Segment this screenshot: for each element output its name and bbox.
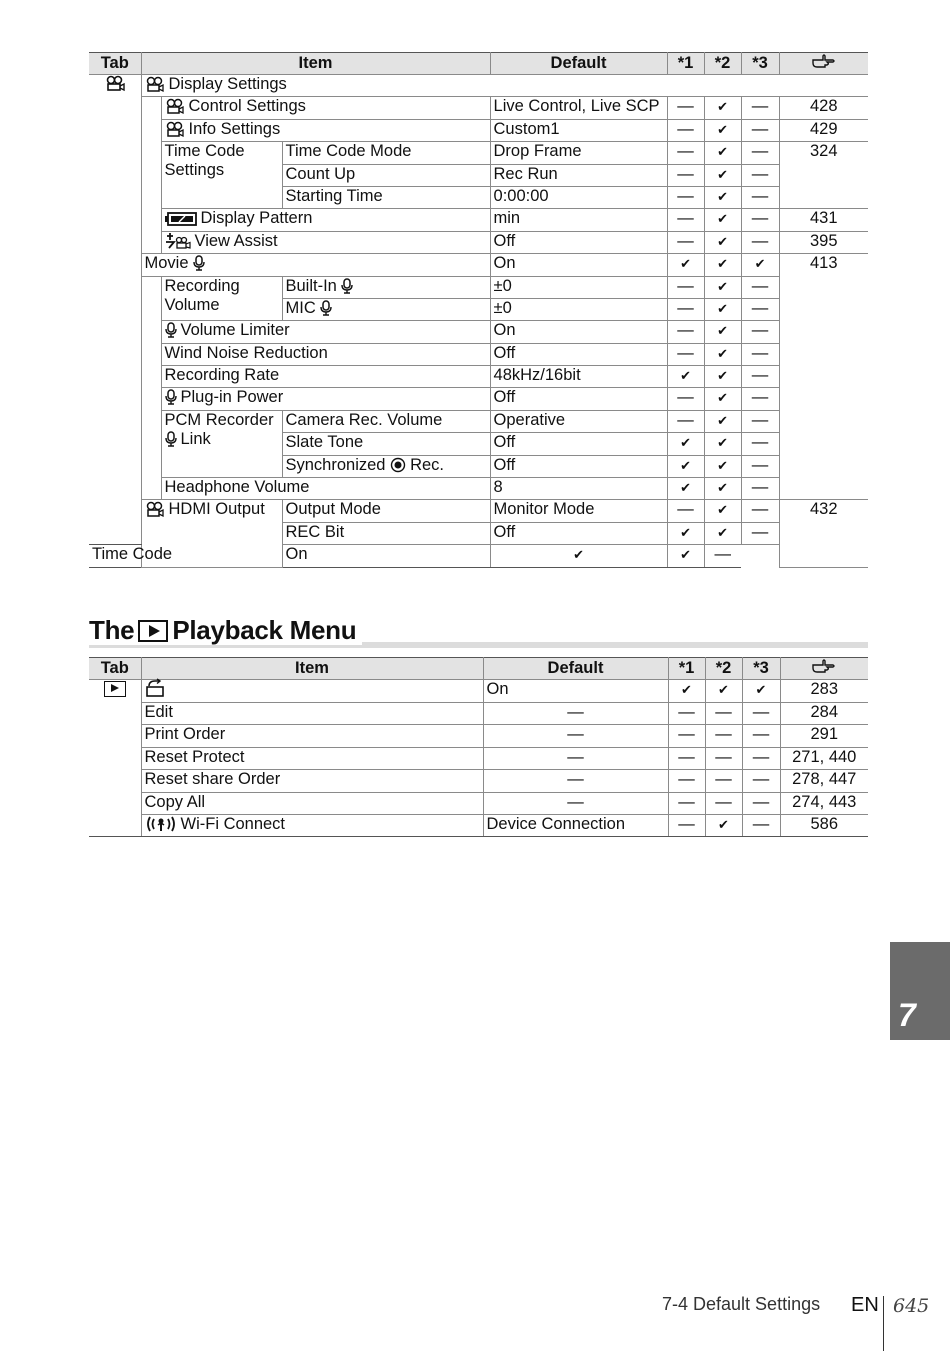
header-default: Default xyxy=(483,658,668,680)
check-icon xyxy=(704,343,741,365)
microphone-icon xyxy=(165,389,177,405)
dash-mark xyxy=(741,433,779,455)
dash-mark xyxy=(668,725,705,747)
dash-mark xyxy=(668,703,705,725)
dash-mark xyxy=(741,500,779,522)
table-row xyxy=(89,500,868,522)
table-row xyxy=(89,343,868,365)
table-row xyxy=(89,747,868,769)
default-value: Off xyxy=(490,231,667,253)
dash-mark xyxy=(742,770,780,792)
microphone-icon xyxy=(193,255,205,271)
hdmi-output-label: HDMI Output xyxy=(141,500,282,567)
dash-mark xyxy=(667,142,704,164)
check-icon xyxy=(667,478,704,500)
page-ref: 291 xyxy=(780,725,868,747)
dash-mark xyxy=(667,276,704,298)
dash-mark xyxy=(667,97,704,119)
page-number: 645 xyxy=(893,1295,930,1317)
dash-mark xyxy=(741,298,779,320)
page-ref: 271, 440 xyxy=(780,747,868,769)
page-ref: 395 xyxy=(779,231,868,253)
dash-mark xyxy=(705,747,742,769)
check-icon xyxy=(704,119,741,141)
list-item: Output Mode xyxy=(282,500,490,522)
footer-section-title: 7-4 Default Settings xyxy=(662,1294,821,1314)
dash-mark xyxy=(667,164,704,186)
dash-mark xyxy=(667,410,704,432)
list-item: Info Settings xyxy=(161,119,490,141)
check-icon xyxy=(668,680,705,703)
check-icon xyxy=(741,254,779,276)
dash-mark xyxy=(668,770,705,792)
check-icon xyxy=(667,366,704,388)
table-row xyxy=(89,142,868,164)
playback-tab-icon xyxy=(89,680,141,837)
default-value: Custom1 xyxy=(490,119,667,141)
check-icon xyxy=(704,388,741,410)
playback-menu-heading xyxy=(89,612,868,648)
page-ref: 278, 447 xyxy=(780,770,868,792)
default-value: Rec Run xyxy=(490,164,667,186)
list-item: Synchronized Rec. xyxy=(282,455,490,477)
check-icon xyxy=(704,209,741,231)
dash-mark xyxy=(667,343,704,365)
movie-icon xyxy=(145,76,165,92)
dash-mark xyxy=(668,814,705,836)
check-icon xyxy=(742,680,780,703)
page-ref: 431 xyxy=(779,209,868,231)
check-icon xyxy=(667,522,704,544)
list-item: Edit xyxy=(141,703,483,725)
dash-mark xyxy=(741,478,779,500)
dash-mark xyxy=(741,343,779,365)
header-row xyxy=(89,658,868,680)
header-star1: *1 xyxy=(668,658,705,680)
dash-mark xyxy=(667,119,704,141)
default-value: Drop Frame xyxy=(490,142,667,164)
default-value: ±0 xyxy=(490,276,667,298)
dash-mark xyxy=(705,770,742,792)
dash-mark xyxy=(667,298,704,320)
table-row xyxy=(89,97,868,119)
page-ref: 283 xyxy=(780,680,868,703)
page-ref: 284 xyxy=(780,703,868,725)
default-value: On xyxy=(282,545,490,567)
movie-icon xyxy=(145,501,165,517)
dash-mark xyxy=(483,770,668,792)
list-item: Volume Limiter xyxy=(161,321,490,343)
header-star2: *2 xyxy=(704,53,741,75)
dash-mark xyxy=(742,703,780,725)
table-row xyxy=(89,814,868,836)
header-star3: *3 xyxy=(741,53,779,75)
table-row xyxy=(89,410,868,432)
header-item: Item xyxy=(141,658,483,680)
default-value: Off xyxy=(490,343,667,365)
dash-mark xyxy=(741,186,779,208)
list-item: REC Bit xyxy=(282,522,490,544)
list-item: Reset Protect xyxy=(141,747,483,769)
header-star2: *2 xyxy=(705,658,742,680)
view-assist-icon xyxy=(165,233,191,249)
page-ref: 413 xyxy=(779,254,868,500)
header-item: Item xyxy=(141,53,490,75)
list-item: Control Settings xyxy=(161,97,490,119)
default-value: Off xyxy=(490,522,667,544)
check-icon xyxy=(705,814,742,836)
list-item: View Assist xyxy=(161,231,490,253)
table-row xyxy=(89,276,868,298)
check-icon xyxy=(704,321,741,343)
playback-icon xyxy=(138,620,168,642)
default-value: On xyxy=(490,254,667,276)
microphone-icon xyxy=(165,322,177,338)
table-row xyxy=(89,725,868,747)
dash-mark xyxy=(741,388,779,410)
check-icon xyxy=(704,186,741,208)
table-row xyxy=(89,478,868,500)
page-reference-hand-icon xyxy=(780,658,868,680)
list-item: Headphone Volume xyxy=(161,478,490,500)
table-row xyxy=(89,209,868,231)
dash-mark xyxy=(668,747,705,769)
pcm-recorder-link-label: PCM Recorder Link xyxy=(161,410,282,477)
dash-mark xyxy=(667,321,704,343)
rotate-icon xyxy=(141,680,483,703)
list-item: Wi-Fi Connect xyxy=(141,814,483,836)
page-ref: 428 xyxy=(779,97,868,119)
list-item: Time Code Mode xyxy=(282,142,490,164)
list-item: Movie xyxy=(141,254,490,276)
microphone-icon xyxy=(320,300,332,316)
dash-mark xyxy=(705,703,742,725)
default-value: ±0 xyxy=(490,298,667,320)
table-row xyxy=(89,703,868,725)
check-icon xyxy=(667,433,704,455)
dash-mark xyxy=(741,164,779,186)
playback-settings-table xyxy=(89,657,868,837)
default-value: min xyxy=(490,209,667,231)
check-icon xyxy=(704,254,741,276)
dash-mark xyxy=(741,455,779,477)
default-value: Operative xyxy=(490,410,667,432)
default-value: Live Control, Live SCP xyxy=(490,97,667,119)
dash-mark xyxy=(741,142,779,164)
dash-mark xyxy=(742,747,780,769)
dash-mark xyxy=(741,276,779,298)
dash-mark xyxy=(483,792,668,814)
dash-mark xyxy=(705,792,742,814)
dash-mark xyxy=(741,231,779,253)
list-item: Wind Noise Reduction xyxy=(161,343,490,365)
table-row xyxy=(89,680,868,703)
check-icon xyxy=(704,478,741,500)
list-item: Starting Time xyxy=(282,186,490,208)
dash-mark xyxy=(741,522,779,544)
dash-mark xyxy=(483,747,668,769)
dash-mark xyxy=(483,725,668,747)
dash-mark xyxy=(668,792,705,814)
default-value: Off xyxy=(490,433,667,455)
page-ref: 274, 443 xyxy=(780,792,868,814)
default-value: 0:00:00 xyxy=(490,186,667,208)
movie-settings-table xyxy=(89,52,868,568)
footer-divider xyxy=(883,1296,884,1351)
dash-mark xyxy=(741,209,779,231)
dash-mark xyxy=(667,209,704,231)
check-icon xyxy=(704,433,741,455)
dash-mark xyxy=(667,388,704,410)
microphone-icon xyxy=(165,431,177,447)
footer-language: EN xyxy=(851,1294,879,1316)
list-item: Display Pattern xyxy=(161,209,490,231)
list-item: Slate Tone xyxy=(282,433,490,455)
table-row xyxy=(89,321,868,343)
check-icon xyxy=(667,455,704,477)
table-row xyxy=(89,388,868,410)
table-row xyxy=(89,231,868,253)
list-item: Camera Rec. Volume xyxy=(282,410,490,432)
dash-mark xyxy=(742,792,780,814)
table-row xyxy=(89,119,868,141)
list-item: Recording Rate xyxy=(161,366,490,388)
check-icon xyxy=(704,410,741,432)
check-icon xyxy=(704,231,741,253)
dash-mark xyxy=(741,97,779,119)
page-ref: 432 xyxy=(779,500,868,567)
list-item: Time Code xyxy=(89,545,141,567)
check-icon xyxy=(705,680,742,703)
time-code-group-label: Time Code Settings xyxy=(161,142,282,209)
default-value: 8 xyxy=(490,478,667,500)
list-item: Print Order xyxy=(141,725,483,747)
check-icon xyxy=(704,142,741,164)
check-icon xyxy=(704,455,741,477)
check-icon xyxy=(667,545,704,567)
list-item: Reset share Order xyxy=(141,770,483,792)
list-item: Plug-in Power xyxy=(161,388,490,410)
check-icon xyxy=(704,276,741,298)
dash-mark xyxy=(667,231,704,253)
dash-mark xyxy=(741,366,779,388)
movie-tab-icon xyxy=(89,75,141,545)
page-reference-hand-icon xyxy=(779,53,868,75)
default-value: Off xyxy=(490,388,667,410)
page-title: The Playback Menu xyxy=(89,615,362,645)
header-star3: *3 xyxy=(742,658,780,680)
header-default: Default xyxy=(490,53,667,75)
battery-icon xyxy=(165,212,197,226)
indent-cell xyxy=(141,276,161,500)
check-icon xyxy=(704,522,741,544)
table-row xyxy=(89,792,868,814)
page-ref: 586 xyxy=(780,814,868,836)
check-icon xyxy=(667,254,704,276)
list-item: Built-In xyxy=(282,276,490,298)
table-row xyxy=(89,75,868,97)
dash-mark xyxy=(742,814,780,836)
dash-mark xyxy=(741,119,779,141)
header-tab: Tab xyxy=(89,658,141,680)
header-row xyxy=(89,53,868,75)
check-icon xyxy=(490,545,667,567)
dash-mark xyxy=(741,410,779,432)
list-item: MIC xyxy=(282,298,490,320)
dash-mark xyxy=(667,186,704,208)
dash-mark xyxy=(705,725,742,747)
page-ref: 429 xyxy=(779,119,868,141)
default-value: Monitor Mode xyxy=(490,500,667,522)
table-row xyxy=(89,770,868,792)
default-value: On xyxy=(483,680,668,703)
recording-volume-label: Recording Volume xyxy=(161,276,282,321)
wifi-icon xyxy=(145,816,177,832)
microphone-icon xyxy=(341,278,353,294)
header-star1: *1 xyxy=(667,53,704,75)
dash-mark xyxy=(741,321,779,343)
default-value: Device Connection xyxy=(483,814,668,836)
page-ref: 324 xyxy=(779,142,868,209)
dash-mark xyxy=(483,703,668,725)
display-settings-label: Display Settings xyxy=(141,75,868,97)
table-row xyxy=(89,254,868,276)
movie-icon xyxy=(165,121,185,137)
dash-mark xyxy=(742,725,780,747)
check-icon xyxy=(704,164,741,186)
check-icon xyxy=(704,298,741,320)
default-value: On xyxy=(490,321,667,343)
list-item: Count Up xyxy=(282,164,490,186)
dash-mark xyxy=(667,500,704,522)
list-item: Copy All xyxy=(141,792,483,814)
movie-icon xyxy=(165,98,185,114)
check-icon xyxy=(704,500,741,522)
record-icon xyxy=(390,457,406,473)
check-icon xyxy=(704,97,741,119)
default-value: 48kHz/16bit xyxy=(490,366,667,388)
table-row xyxy=(89,366,868,388)
chapter-tab: 7 xyxy=(890,942,950,1040)
indent-cell xyxy=(141,97,161,254)
dash-mark xyxy=(704,545,741,567)
check-icon xyxy=(704,366,741,388)
header-tab: Tab xyxy=(89,53,141,75)
default-value: Off xyxy=(490,455,667,477)
